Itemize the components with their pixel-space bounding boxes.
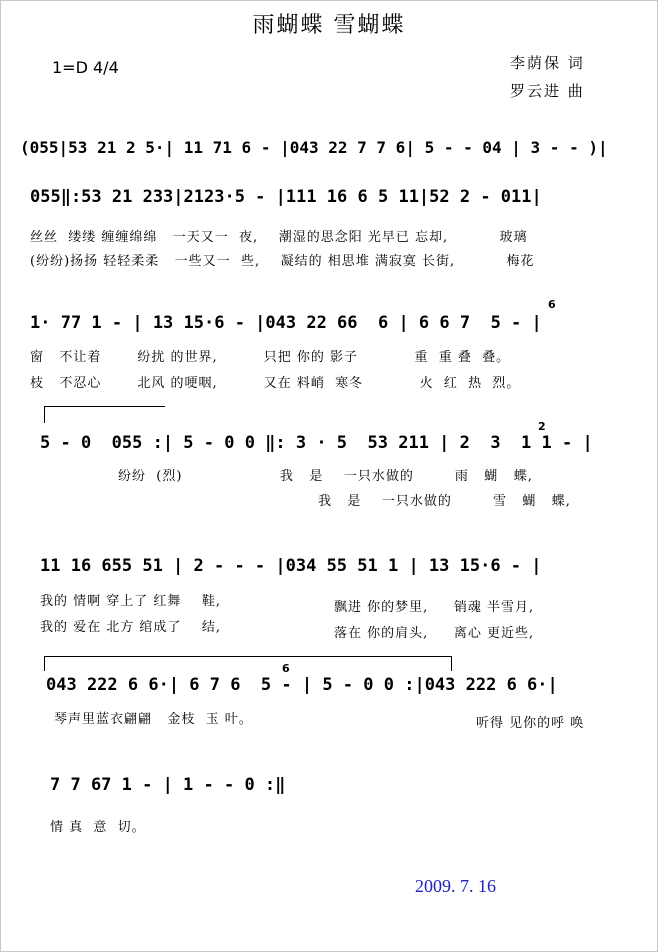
superscript-mark-3: 6 xyxy=(282,662,290,675)
score-line-5: 043 222 6 6·| 6 7 6 5 - | 5 - 0 0 :|043 222 6 6·| xyxy=(46,675,558,695)
lyric-1-verse-1: 丝丝 缕缕 缠缠绵绵 一天又一 夜, 潮湿的思念阳 光早已 忘却, 玻璃 xyxy=(30,230,528,245)
superscript-mark-1: 6 xyxy=(548,298,556,311)
second-ending-bracket xyxy=(44,656,452,671)
key-signature: 1=D 4/4 xyxy=(52,58,119,77)
lyric-4-verse-1-b: 飘进 你的梦里, 销魂 半雪月, xyxy=(334,600,535,615)
lyric-1-verse-2: (纷纷)扬扬 轻轻柔柔 一些又一 些, 凝结的 相思堆 满寂寞 长街, 梅花 xyxy=(30,254,535,269)
score-line-3: 5 - 0 055 :| 5 - 0 0 ‖: 3 · 5 53 211 | 2 3 1 1 - | xyxy=(40,433,593,453)
lyric-5-b: 听得 见你的呼 唤 xyxy=(476,716,585,731)
lyric-4-verse-2-a: 我的 爱在 北方 绾成了 结, xyxy=(40,620,222,635)
composer-credit: 罗云进 曲 xyxy=(510,82,585,100)
score-line-1: 055‖:53 21 233|2123·5 - |111 16 6 5 11|52 2 - 011| xyxy=(30,187,542,207)
lyric-6: 情 真 意 切。 xyxy=(50,820,146,835)
score-line-2: 1· 77 1 - | 13 15·6 - |043 22 66 6 | 6 6 7 5 - | xyxy=(30,313,542,333)
lyric-2-verse-2: 枝 不忍心 北风 的哽咽, 又在 料峭 寒冬 火 红 热 烈。 xyxy=(30,376,521,391)
lyric-2-verse-1: 窗 不让着 纷扰 的世界, 只把 你的 影子 重 重 叠 叠。 xyxy=(30,350,511,365)
song-title: 雨蝴蝶 雪蝴蝶 xyxy=(252,13,406,38)
first-ending-bracket xyxy=(44,406,165,423)
lyric-3-verse-1: 纷纷 (烈) 我 是 一只水做的 雨 蝴 蝶, xyxy=(118,469,533,484)
superscript-mark-2: 2 xyxy=(538,420,546,433)
score-line-4: 11 16 655 51 | 2 - - - |034 55 51 1 | 13 15·6 - | xyxy=(40,556,542,576)
lyricist-credit: 李荫保 词 xyxy=(510,54,585,72)
lyric-3-verse-2: 我 是 一只水做的 雪 蝴 蝶, xyxy=(318,494,571,509)
lyric-5-a: 琴声里蓝衣翩翩 金枝 玉 叶。 xyxy=(54,712,253,727)
score-line-6: 7 7 67 1 - | 1 - - 0 :‖ xyxy=(50,775,286,795)
lyric-4-verse-2-b: 落在 你的肩头, 离心 更近些, xyxy=(334,626,535,641)
date-stamp: 2009. 7. 16 xyxy=(415,876,496,896)
intro-notation: (055|53 21 2 5·| 11 71 6 - |043 22 7 7 6| 5 - - 04 | 3 - - )| xyxy=(20,138,608,157)
lyric-4-verse-1-a: 我的 情啊 穿上了 红舞 鞋, xyxy=(40,594,222,609)
